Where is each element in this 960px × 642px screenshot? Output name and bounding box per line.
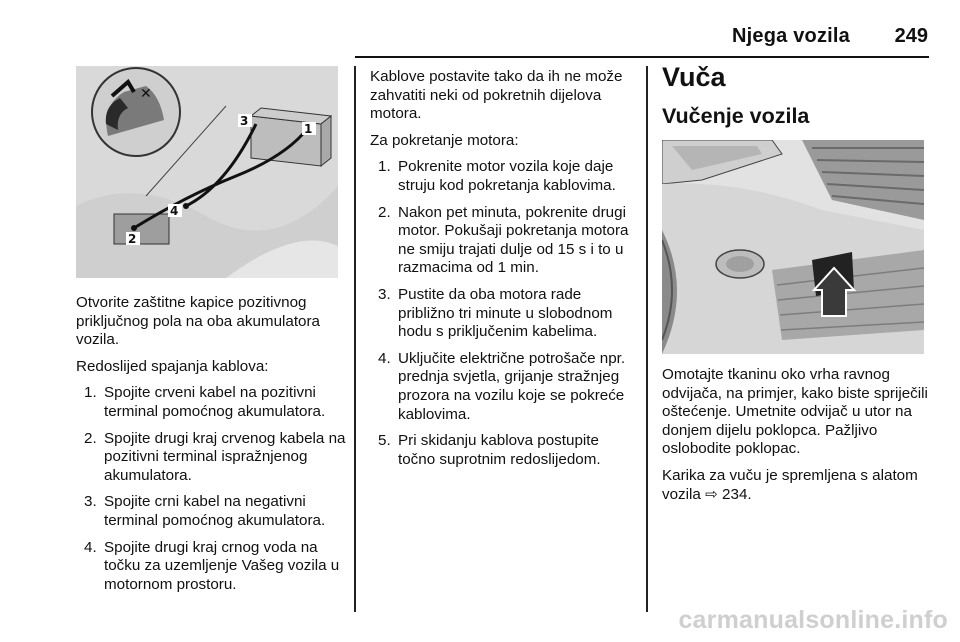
list-item [370, 350, 638, 424]
callout-4: 4 [170, 204, 179, 218]
step-number: 4. [378, 349, 391, 367]
svg-text:✕: ✕ [140, 86, 152, 102]
connect-steps-list [76, 384, 346, 594]
tow-eye-text: Karika za vuču je spremljena s alatom vozila [662, 466, 918, 503]
list-item [76, 430, 346, 486]
connect-sequence-title: Redoslijed spajanja kablova: [76, 357, 269, 375]
tow-eye-location [662, 467, 930, 504]
arrow-reference-icon: ⇨ [705, 485, 718, 503]
step-text: Pri skidanju kablova postupite točno suprotnim redoslijedom. [398, 432, 601, 468]
list-item [76, 384, 346, 421]
callout-badge-2 [126, 232, 140, 246]
column-2 [370, 68, 638, 477]
header-rule [355, 56, 929, 58]
page-number: 249 [894, 25, 928, 47]
watermark: carmanualsonline.info [678, 606, 948, 634]
callout-badge-4 [168, 204, 182, 218]
engine-bay-drawing [76, 66, 338, 278]
connect-intro: Otvorite zaštitne kapice pozitivnog priključnog pola na oba akumulatora vozila. [76, 294, 321, 349]
step-number: 3. [84, 493, 97, 511]
column-divider [646, 66, 648, 612]
callout-badge-3 [238, 114, 252, 128]
section-heading: Vuča [662, 62, 726, 92]
step-text: Pustite da oba motora rade približno tri minute u slobodnom hodu s priključenim kabelima. [398, 285, 613, 341]
list-item [370, 204, 638, 278]
callout-2: 2 [128, 232, 137, 246]
step-text: Spojite crveni kabel na pozitivni terminal pomoćnog akumulatora. [104, 384, 326, 420]
step-number: 3. [378, 285, 391, 303]
start-steps-list [370, 158, 638, 469]
towing-cover-illustration [662, 140, 924, 354]
jump-start-illustration [76, 66, 338, 278]
list-item [370, 286, 638, 342]
step-text: Pokrenite motor vozila koje daje struju kod pokretanja kablovima. [398, 158, 616, 194]
list-item [370, 432, 638, 469]
list-item [76, 493, 346, 530]
callout-3: 3 [240, 114, 249, 128]
step-text: Spojite drugi kraj crnog voda na točku za uzemljenje Vašeg vozila u motornom prostoru. [104, 538, 340, 593]
step-text: Spojite drugi kraj crvenog kabela na pozitivni terminal ispražnjenog akumulatora. [104, 429, 346, 484]
step-number: 2. [378, 203, 391, 221]
column-1 [76, 294, 346, 602]
column-3 [662, 366, 930, 512]
step-text: Spojite crni kabel na negativni terminal pomoćnog akumulatora. [104, 493, 326, 529]
cable-routing-note: Kablove postavite tako da ih ne može zahvatiti neki od pokretnih dijelova motora. [370, 68, 623, 123]
column-divider [354, 66, 356, 612]
list-item [76, 539, 346, 595]
front-bumper-drawing [662, 140, 924, 354]
step-number: 5. [378, 432, 391, 450]
start-engine-title: Za pokretanje motora: [370, 131, 519, 149]
step-number: 2. [84, 429, 97, 447]
page-header-title: Njega vozila [732, 25, 850, 47]
step-number: 4. [84, 538, 97, 556]
section-subheading: Vučenje vozila [662, 104, 810, 128]
callout-badge-1 [302, 122, 316, 136]
page-reference-link[interactable]: 234. [722, 485, 752, 503]
step-text: Uključite električne potrošače npr. prednja svjetla, grijanje stražnjeg prozora na vozilu koje se pokreće kablovima. [398, 349, 626, 423]
step-number: 1. [378, 158, 391, 176]
tow-cover-instructions: Omotajte tkaninu oko vrha ravnog odvijača, na primjer, kako biste spriječili oštećenje. Umetnite odvijač u utor na donjem dijelu poklopca. Pažljivo oslobodite poklopac. [662, 366, 928, 458]
step-number: 1. [84, 384, 97, 402]
list-item [370, 158, 638, 195]
callout-1: 1 [304, 122, 313, 136]
step-text: Nakon pet minuta, pokrenite drugi motor. Pokušaji pokretanja motora ne smiju trajati dulje od 15 s i to u razmacima od 1 min. [398, 203, 629, 277]
